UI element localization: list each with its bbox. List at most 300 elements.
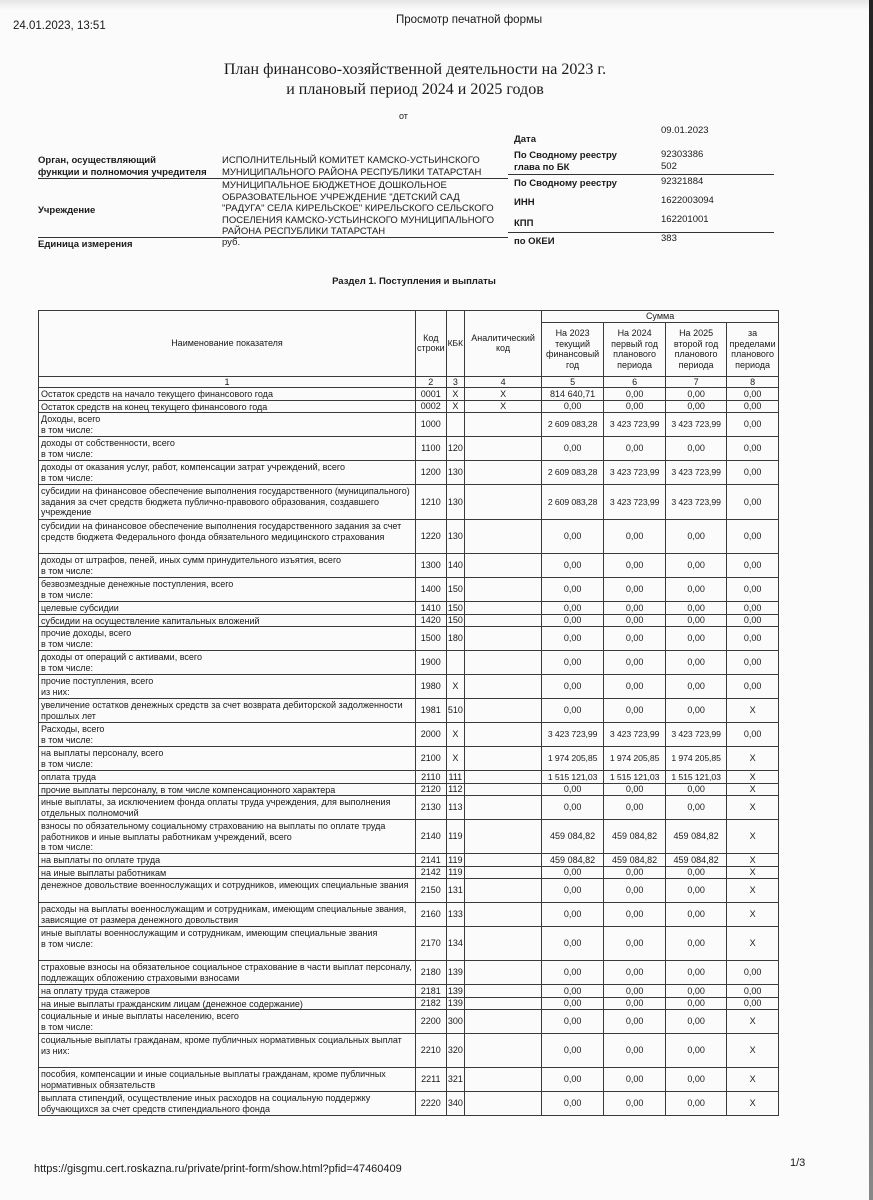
row-kbk: 113	[446, 796, 464, 820]
row-analytic	[465, 1068, 542, 1092]
row-kbk: 321	[446, 1068, 464, 1092]
row-name	[39, 903, 416, 927]
row-name-text: оплата труда	[41, 772, 96, 782]
row-sum-beyond: 0,00	[727, 627, 779, 651]
row-sum-beyond: X	[727, 747, 779, 771]
row-sum-2025: 0,00	[666, 554, 727, 578]
row-analytic	[465, 723, 542, 747]
row-kbk: 150	[447, 602, 463, 613]
row-sum-2025: 0,00	[666, 879, 727, 903]
row-sum-2025: 0,00	[666, 783, 727, 796]
header-2024: На 2024 первый год планового периода	[604, 322, 666, 376]
row-sum-2023: 0,00	[542, 1010, 604, 1034]
row-sum-beyond: 0,00	[727, 651, 779, 675]
row-sum-2025: 0,00	[666, 651, 727, 675]
row-analytic: X	[465, 388, 542, 401]
row-name-text: расходы на выплаты военнослужащим и сотрудникам, имеющим специальные звания, зависящие от размера денежного довольствия	[41, 904, 407, 925]
row-name-text: на иные выплаты гражданским лицам (денежное содержание)	[41, 998, 303, 1009]
row-sum-2023: 0,00	[542, 437, 604, 461]
row-name	[39, 1034, 416, 1068]
row-analytic	[465, 771, 542, 784]
unit-label: Единица измерения	[38, 239, 133, 250]
row-sum-2024: 0,00	[604, 1034, 666, 1068]
row-sum-2025: 0,00	[666, 866, 727, 879]
row-sum-2025: 0,00	[666, 437, 727, 461]
row-sum-beyond: X	[727, 1010, 779, 1034]
row-sum-2024: 0,00	[604, 1068, 666, 1092]
table-row	[39, 520, 779, 554]
row-name	[39, 1010, 416, 1034]
row-sum-2024: 3 423 723,99	[604, 485, 666, 520]
table-row	[39, 903, 779, 927]
row-kbk: 139	[447, 985, 463, 996]
row-sum-2025: 0,00	[666, 388, 727, 401]
row-sum-beyond: X	[727, 771, 779, 784]
row-name-text: прочие поступления, всего	[41, 676, 154, 686]
row-analytic	[465, 437, 542, 461]
row-analytic	[465, 627, 542, 651]
row-analytic	[465, 1010, 542, 1034]
row-name-text: выплата стипендий, осуществление иных расходов на социальную поддержку обучающихся за счет средств стипендиального фонда	[41, 1093, 371, 1114]
row-sum-beyond: 0,00	[727, 675, 779, 699]
table-row	[39, 796, 779, 820]
row-analytic	[465, 578, 542, 602]
row-code: 2220	[416, 1092, 447, 1116]
table-row	[39, 866, 779, 879]
row-name-subtext: в том числе:	[41, 758, 93, 769]
row-name-text: социальные и иные выплаты населению, всего	[41, 1011, 239, 1021]
row-name	[39, 854, 416, 867]
row-name	[39, 997, 416, 1010]
row-code: 1400	[416, 578, 447, 602]
row-sum-2023: 2 609 083,28	[542, 413, 604, 437]
row-sum-2024: 0,00	[604, 627, 666, 651]
row-sum-2024: 0,00	[604, 997, 666, 1010]
row-sum-2023: 0,00	[542, 903, 604, 927]
row-sum-2024: 0,00	[604, 651, 666, 675]
row-kbk: 112	[446, 783, 464, 796]
table-row	[39, 554, 779, 578]
row-kbk: 139	[447, 998, 463, 1008]
registry-label: По Сводному реестру	[514, 178, 617, 189]
row-analytic	[465, 520, 542, 554]
row-sum-2024: 0,00	[604, 903, 666, 927]
row-sum-2023: 3 423 723,99	[542, 723, 604, 747]
row-sum-2025: 3 423 723,99	[666, 413, 727, 437]
row-name-subtext: в том числе:	[41, 565, 93, 576]
okei-value: 383	[661, 233, 677, 244]
row-sum-2023: 0,00	[542, 400, 604, 413]
row-sum-2025: 3 423 723,99	[666, 461, 727, 485]
row-analytic	[465, 854, 542, 867]
inn-label: ИНН	[514, 197, 535, 208]
row-sum-2023: 814 640,71	[542, 388, 604, 401]
row-sum-2024: 0,00	[604, 1010, 666, 1034]
row-sum-2024: 0,00	[604, 614, 666, 627]
row-code: 2120	[416, 783, 447, 796]
row-name	[39, 388, 416, 401]
table-row	[39, 927, 779, 961]
row-name-subtext: из них:	[41, 686, 70, 697]
row-analytic	[465, 903, 542, 927]
row-kbk: 150	[447, 615, 463, 625]
row-kbk: X	[446, 723, 464, 747]
row-code: 2110	[416, 771, 447, 784]
table-row	[39, 413, 779, 437]
table-row	[39, 614, 779, 627]
row-code: 2130	[416, 796, 447, 820]
row-sum-2024: 0,00	[604, 699, 666, 723]
row-sum-beyond: X	[727, 1092, 779, 1116]
row-name	[39, 796, 416, 820]
row-name-text: доходы от оказания услуг, работ, компенсации затрат учреждений, всего	[41, 462, 345, 472]
row-name	[39, 413, 416, 437]
row-kbk: 510	[446, 699, 464, 723]
document-title	[0, 60, 800, 100]
row-sum-2023: 0,00	[542, 699, 604, 723]
row-analytic	[465, 413, 542, 437]
row-sum-2025: 3 423 723,99	[666, 485, 727, 520]
row-name-text: субсидии на финансовое обеспечение выполнения государственного задания за счет средств бюджета Федерального фонда обязательного медицинского страхования	[41, 521, 402, 542]
row-sum-2024: 0,00	[604, 578, 666, 602]
header-sum-group: Сумма	[542, 311, 779, 323]
row-kbk: 134	[446, 927, 464, 961]
row-name	[39, 437, 416, 461]
row-sum-2025: 0,00	[666, 961, 727, 985]
document-title-line1: План финансово-хозяйственной деятельности на 2023 г.	[223, 61, 607, 78]
row-sum-beyond: X	[727, 879, 779, 903]
row-name	[39, 400, 416, 413]
row-name	[39, 485, 416, 520]
row-code: 2170	[416, 927, 447, 961]
row-analytic	[465, 879, 542, 903]
row-sum-2023: 2 609 083,28	[542, 485, 604, 520]
row-name	[39, 627, 416, 651]
row-name-subtext: в том числе:	[41, 662, 93, 673]
row-code: 2210	[416, 1034, 447, 1068]
founder-label: Орган, осуществляющий функции и полномочия учредителя	[38, 155, 207, 178]
row-name	[39, 578, 416, 602]
row-sum-2025: 0,00	[666, 675, 727, 699]
row-code: 2142	[416, 866, 447, 879]
row-sum-2023: 0,00	[542, 614, 604, 627]
table-row	[39, 820, 779, 854]
row-sum-2024: 0,00	[604, 437, 666, 461]
row-sum-beyond: X	[727, 903, 779, 927]
row-code: 1900	[416, 651, 447, 675]
row-code: 2100	[416, 747, 447, 771]
table-row	[39, 854, 779, 867]
row-sum-beyond: 0,00	[727, 614, 779, 627]
row-code: 1420	[416, 614, 447, 627]
row-sum-beyond: 0,00	[727, 961, 779, 985]
row-sum-beyond: 0,00	[727, 437, 779, 461]
row-sum-2025: 459 084,82	[666, 854, 727, 867]
row-sum-2025: 0,00	[666, 985, 727, 998]
table-row	[39, 961, 779, 985]
row-analytic	[465, 796, 542, 820]
table-row	[39, 400, 779, 413]
row-sum-2024: 0,00	[604, 520, 666, 554]
founder-value: ИСПОЛНИТЕЛЬНЫЙ КОМИТЕТ КАМСКО-УСТЬИНСКОГО МУНИЦИПАЛЬНОГО РАЙОНА РЕСПУБЛИКИ ТАТАРСТАН	[222, 155, 482, 178]
row-sum-2025: 1 515 121,03	[666, 771, 727, 784]
row-sum-2025: 0,00	[666, 1010, 727, 1034]
row-sum-2025: 1 974 205,85	[666, 747, 727, 771]
row-name-subtext: в том числе:	[41, 589, 93, 600]
row-sum-beyond: X	[727, 927, 779, 961]
row-name-subtext: в том числе:	[41, 1021, 93, 1032]
row-sum-beyond: 0,00	[727, 388, 779, 401]
row-code: 1000	[416, 413, 447, 437]
header-code: Код строки	[416, 311, 447, 377]
row-sum-beyond: 0,00	[727, 520, 779, 554]
row-sum-2023: 0,00	[542, 1092, 604, 1116]
row-kbk: 180	[446, 627, 464, 651]
row-name	[39, 554, 416, 578]
row-kbk: 320	[446, 1034, 464, 1068]
row-kbk: 130	[446, 520, 464, 554]
row-kbk: 119	[446, 820, 464, 854]
row-code: 1100	[416, 437, 447, 461]
row-code: 0001	[416, 388, 447, 401]
row-sum-2023: 2 609 083,28	[542, 461, 604, 485]
row-name-subtext: в том числе:	[41, 424, 93, 435]
row-name	[39, 771, 416, 784]
row-sum-beyond: 0,00	[727, 461, 779, 485]
table-row	[39, 1034, 779, 1068]
table-row	[39, 602, 779, 615]
row-code: 1220	[416, 520, 447, 554]
row-name-text: иные выплаты, за исключением фонда оплаты труда учреждения, для выполнения отдельных полномочий	[41, 797, 391, 818]
row-sum-2025: 0,00	[666, 1034, 727, 1068]
row-name-text: на выплаты по оплате труда	[41, 855, 161, 865]
row-sum-beyond: X	[727, 1068, 779, 1092]
row-code: 2180	[416, 961, 447, 985]
row-name-text: прочие доходы, всего	[41, 628, 132, 638]
table-row	[39, 747, 779, 771]
row-analytic	[465, 866, 542, 879]
row-sum-2024: 0,00	[604, 602, 666, 615]
row-sum-2023: 459 084,82	[542, 854, 604, 867]
row-sum-2025: 0,00	[666, 602, 727, 615]
row-name	[39, 699, 416, 723]
row-sum-2023: 1 974 205,85	[542, 747, 604, 771]
row-sum-2023: 0,00	[542, 651, 604, 675]
row-name-text: субсидии на финансовое обеспечение выполнения государственного (муниципального) задания за счет средств бюджета публично-правового образования, создавшего учреждение	[41, 486, 410, 517]
header-kbk: КБК	[446, 311, 464, 377]
table-row	[39, 997, 779, 1010]
row-analytic	[465, 1092, 542, 1116]
row-sum-2024: 0,00	[604, 388, 666, 401]
table-row	[39, 1092, 779, 1116]
date-value: 09.01.2023	[661, 125, 709, 136]
row-code: 2182	[416, 997, 447, 1010]
row-code: 1981	[416, 699, 447, 723]
row-analytic	[465, 961, 542, 985]
row-kbk: 340	[446, 1092, 464, 1116]
row-sum-2025: 0,00	[666, 927, 727, 961]
row-name-text: доходы от штрафов, пеней, иных сумм принудительного изъятия, всего	[41, 555, 342, 565]
row-sum-beyond: X	[727, 866, 779, 879]
table-row	[39, 651, 779, 675]
row-sum-beyond: 0,00	[727, 400, 779, 413]
table-row	[39, 879, 779, 903]
row-name-text: Расходы, всего	[41, 724, 105, 734]
row-sum-2024: 0,00	[604, 783, 666, 796]
row-sum-2023: 0,00	[542, 520, 604, 554]
table-row	[39, 1010, 779, 1034]
row-analytic	[465, 485, 542, 520]
row-name	[39, 651, 416, 675]
divider	[508, 174, 774, 175]
registry-head-label: По Сводному реестру глава по БК	[514, 150, 617, 173]
row-name-text: социальные выплаты гражданам, кроме публичных нормативных социальных выплат	[41, 1035, 402, 1045]
row-name-subtext: в том числе:	[41, 448, 93, 459]
row-analytic: X	[465, 400, 542, 413]
row-sum-beyond: X	[727, 699, 779, 723]
row-sum-2024: 0,00	[604, 985, 666, 998]
row-sum-2024: 0,00	[604, 1092, 666, 1116]
row-kbk: 139	[446, 961, 464, 985]
row-sum-2023: 0,00	[542, 997, 604, 1010]
row-sum-beyond: X	[727, 1034, 779, 1068]
unit-value: руб.	[222, 237, 241, 248]
row-sum-2025: 3 423 723,99	[666, 723, 727, 747]
print-header-title: Просмотр печатной формы	[396, 14, 543, 26]
row-code: 2160	[416, 903, 447, 927]
row-analytic	[465, 985, 542, 998]
row-analytic	[465, 783, 542, 796]
row-name	[39, 614, 416, 627]
row-sum-2025: 0,00	[666, 699, 727, 723]
row-name	[39, 879, 416, 903]
scan-shadow-top	[0, 0, 873, 10]
row-name-text: страховые взносы на обязательное социальное страхование в части выплат персоналу, подлежащих обложению страховыми взносами	[41, 962, 412, 983]
row-sum-2025: 0,00	[666, 903, 727, 927]
row-sum-2023: 0,00	[542, 796, 604, 820]
row-analytic	[465, 461, 542, 485]
row-name-text: на выплаты персоналу, всего	[41, 748, 164, 758]
row-kbk	[446, 413, 464, 437]
row-code: 2211	[416, 1068, 447, 1092]
row-code: 2181	[416, 985, 447, 998]
row-kbk: X	[446, 400, 464, 413]
row-name	[39, 602, 416, 615]
table-row	[39, 783, 779, 796]
row-sum-2024: 3 423 723,99	[604, 413, 666, 437]
row-sum-2023: 0,00	[542, 783, 604, 796]
print-timestamp: 24.01.2023, 13:51	[13, 20, 106, 32]
row-kbk: 131	[446, 879, 464, 903]
row-kbk: X	[446, 675, 464, 699]
row-sum-beyond: 0,00	[727, 485, 779, 520]
row-analytic	[465, 554, 542, 578]
row-sum-beyond: 0,00	[727, 413, 779, 437]
footer-url: https://gisgmu.cert.roskazna.ru/private/print-form/show.html?pfid=47460409	[34, 1163, 402, 1175]
row-sum-2024: 0,00	[604, 675, 666, 699]
row-name-text: денежное довольствие военнослужащих и сотрудников, имеющих специальные звания	[41, 880, 409, 890]
row-name-text: безвозмездные денежные поступления, всего	[41, 579, 234, 589]
row-sum-2025: 0,00	[666, 614, 727, 627]
table-row	[39, 388, 779, 401]
table-row	[39, 771, 779, 784]
row-sum-2025: 0,00	[666, 1092, 727, 1116]
row-kbk: X	[446, 747, 464, 771]
row-kbk: 300	[446, 1010, 464, 1034]
row-sum-2024: 0,00	[604, 554, 666, 578]
row-sum-2025: 0,00	[666, 578, 727, 602]
table-row	[39, 699, 779, 723]
row-sum-2025: 459 084,82	[666, 820, 727, 854]
row-analytic	[465, 747, 542, 771]
scan-edge-right	[869, 0, 873, 1200]
row-sum-2023: 0,00	[542, 602, 604, 615]
row-sum-2024: 1 974 205,85	[604, 747, 666, 771]
row-code: 1410	[416, 602, 447, 615]
row-sum-beyond: X	[727, 783, 779, 796]
row-code: 1300	[416, 554, 447, 578]
row-name	[39, 820, 416, 854]
row-sum-2024: 3 423 723,99	[604, 461, 666, 485]
row-sum-2023: 0,00	[542, 927, 604, 961]
row-sum-2025: 0,00	[666, 796, 727, 820]
row-analytic	[465, 1034, 542, 1068]
row-code: 1500	[416, 627, 447, 651]
row-analytic	[465, 651, 542, 675]
table-row	[39, 723, 779, 747]
header-beyond: за пределами планового периода	[727, 322, 779, 376]
row-kbk: 111	[446, 771, 464, 784]
row-name	[39, 1092, 416, 1116]
table-row	[39, 485, 779, 520]
institution-value: МУНИЦИПАЛЬНОЕ БЮДЖЕТНОЕ ДОШКОЛЬНОЕ ОБРАЗОВАТЕЛЬНОЕ УЧРЕЖДЕНИЕ "ДЕТСКИЙ САД "РАДУГА" СЕЛА КИРЕЛЬСКОЕ" КИРЕЛЬСКОГО СЕЛЬСКОГО ПОСЕЛЕНИЯ КАМСКО-УСТЬИНСКОГО МУНИЦИПАЛЬНОГО РАЙОНА РЕСПУБЛИКИ ТАТАРСТАН	[222, 180, 495, 237]
row-analytic	[465, 602, 542, 615]
row-name-text: на иные выплаты работникам	[41, 867, 167, 878]
row-name-text: Остаток средств на конец текущего финансового года	[41, 401, 268, 412]
row-sum-2023: 0,00	[542, 627, 604, 651]
header-2025: На 2025 второй год планового периода	[666, 322, 727, 376]
row-sum-2024: 0,00	[604, 879, 666, 903]
row-sum-2023: 0,00	[542, 866, 604, 879]
row-name-text: взносы по обязательному социальному страхованию на выплаты по оплате труда работников и иные выплаты работникам учреждений, всего	[41, 821, 386, 842]
row-sum-beyond: 0,00	[727, 554, 779, 578]
header-name: Наименование показателя	[39, 311, 416, 377]
row-code: 2150	[416, 879, 447, 903]
row-code: 0002	[416, 400, 447, 413]
row-sum-beyond: 0,00	[727, 997, 779, 1010]
row-analytic	[465, 699, 542, 723]
row-sum-2025: 0,00	[666, 520, 727, 554]
row-name	[39, 675, 416, 699]
row-sum-2025: 0,00	[666, 400, 727, 413]
row-name-text: на оплату труда стажеров	[41, 986, 150, 996]
row-sum-2025: 0,00	[666, 627, 727, 651]
row-name-text: целевые субсидии	[41, 603, 119, 613]
row-analytic	[465, 614, 542, 627]
row-name-subtext: из них:	[41, 1045, 70, 1056]
row-name-text: Остаток средств на начало текущего финансового года	[41, 389, 273, 399]
kpp-label: КПП	[514, 218, 534, 229]
row-sum-2023: 0,00	[542, 879, 604, 903]
row-sum-2024: 0,00	[604, 961, 666, 985]
page-number: 1/3	[790, 1157, 806, 1169]
row-analytic	[465, 820, 542, 854]
row-name	[39, 723, 416, 747]
header-analytic: Аналитический код	[465, 311, 542, 377]
row-sum-2023: 0,00	[542, 1068, 604, 1092]
column-number-row: 1 2 3 4 5 6 7 8	[39, 376, 779, 388]
row-name-text: доходы от операций с активами, всего	[41, 652, 202, 662]
